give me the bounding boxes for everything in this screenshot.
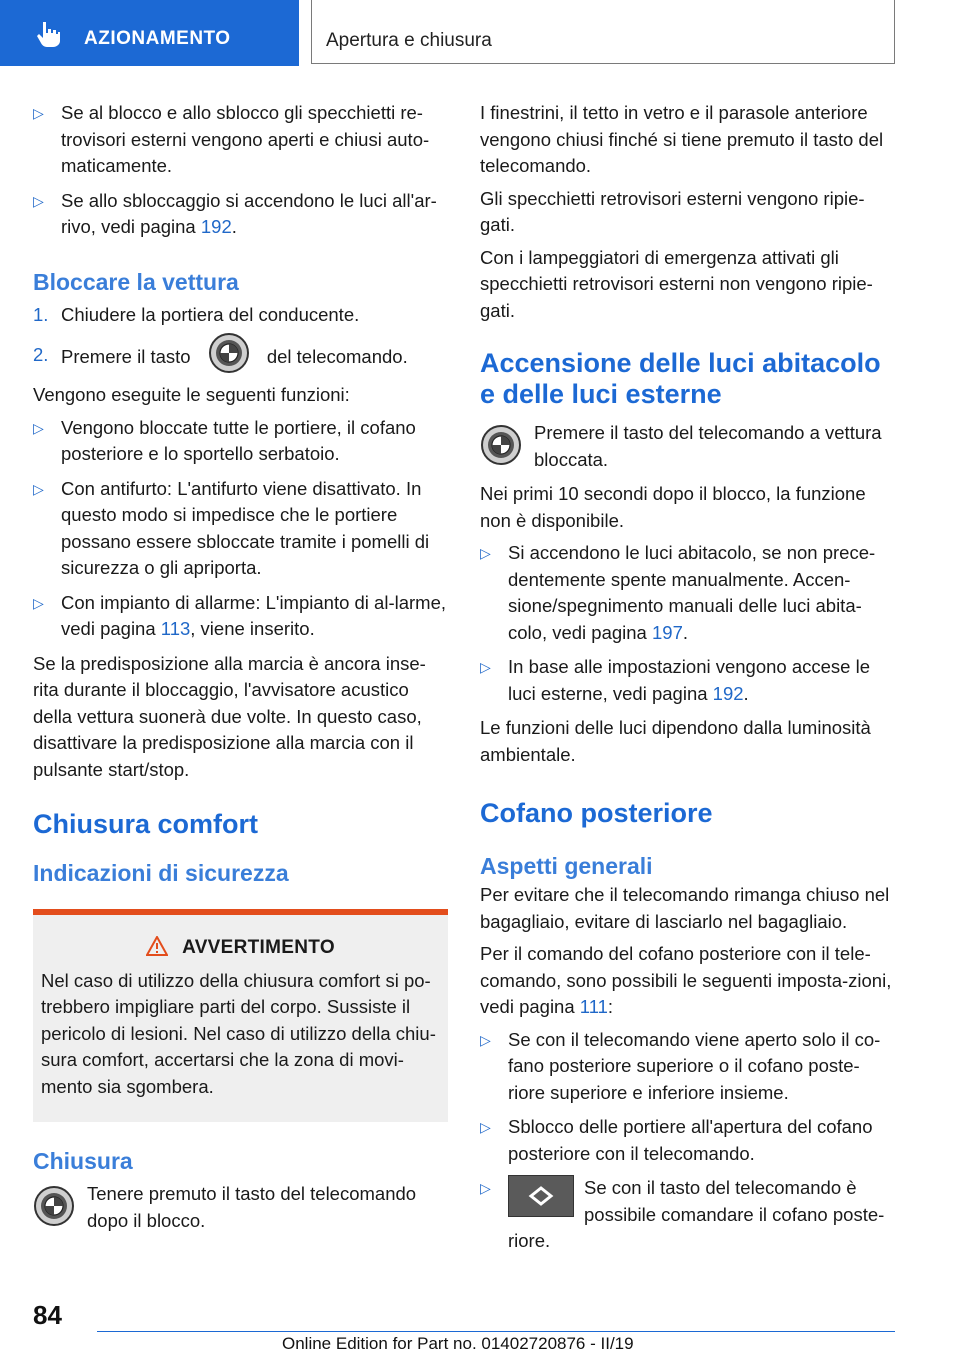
bmw-lock-key-icon [480,424,522,466]
triangle-bullet-icon: ▷ [33,192,44,209]
heading-lights: Accensione delle luci abitacolo e delle luci esterne [480,348,881,409]
list-item: ▷ Se al blocco e allo sblocco gli specchietti re-trovisori esterni vengono aperti e chiusi auto-maticamente. [33,102,430,176]
paragraph: Per il comando del cofano posteriore con il tele-comando, sono possibili le seguenti imposta-zioni, vedi pagina 111: [480,943,892,1017]
paragraph: Per evitare che il telecomando rimanga chiuso nel bagagliaio, evitare di lasciarlo nel bagagliaio. [480,884,890,932]
list-item: ▷ Se allo sbloccaggio si accendono le luci all'ar-rivo, vedi pagina 192. [33,189,437,237]
functions-intro: Vengono eseguite le seguenti funzioni: [33,384,350,405]
page-link[interactable]: 192 [712,682,744,704]
heading-lock-vehicle: Bloccare la vettura [33,268,239,295]
list-item: ▷ In base alle impostazioni vengono accese le luci esterne, vedi pagina 192. [480,656,871,704]
list-item: ▷ Con impianto di allarme: L'impianto di al-larme, vedi pagina 113, viene inserito. [33,591,447,639]
paragraph: Gli specchietti retrovisori esterni vengono ripie-gati. [480,187,865,235]
closing-instruction: Tenere premuto il tasto del telecomando dopo il blocco. [33,1181,448,1234]
warning-title: AVVERTIMENTO [182,937,335,958]
triangle-bullet-icon: ▷ [33,480,44,497]
footer-divider [97,1331,895,1332]
heading-comfort-closing: Chiusura comfort [33,809,259,839]
paragraph: Se la predisposizione alla marcia è ancora inse-rita durante il bloccaggio, l'avvisatore acustico della vettura suonerà due volte. In questo caso, disattivare la predisposizione alla marcia con il pulsante start/stop. [33,652,426,780]
lights-instruction: Premere il tasto del telecomando a vettura bloccata. [480,420,892,473]
chapter-title: Apertura e chiusura [326,30,492,51]
triangle-bullet-icon: ▷ [33,105,44,121]
warning-box [33,909,448,1122]
section-title: AZIONAMENTO [84,28,231,49]
list-item: ▷ Vengono bloccate tutte le portiere, il cofano posteriore e lo sportello serbatoio. [33,416,416,464]
triangle-bullet-icon: ▷ [480,1031,491,1048]
paragraph: Nei primi 10 secondi dopo il blocco, la funzione non è disponibile. [480,483,866,531]
paragraph: Le funzioni delle luci dipendono dalla luminosità ambientale. [480,717,871,765]
list-item: ▷ Si accendono le luci abitacolo, se non prece-dentemente spente manualmente. Accen-sione/spegnimento manuali delle luci abita-colo, vedi pagina 197. [480,542,876,643]
list-item: ▷ Se con il telecomando viene aperto solo il co-fano posteriore superiore o il cofano poste-riore superiore e inferiore insieme. [480,1028,881,1103]
chapter-tab [311,0,895,64]
list-item: ▷ Con antifurto: L'antifurto viene disattivato. In questo modo si impedisce che le portiere possano essere sbloccate tramite i pomelli di sicurezza o gli apriporta. [33,477,430,578]
list-item: ▷ Sblocco delle portiere all'apertura del cofano posteriore con il telecomando. [480,1116,873,1164]
bmw-lock-key-icon [208,332,250,374]
edition-info: Online Edition for Part no. 01402720876 - II/19 [282,1334,634,1353]
tailgate-button-icon [508,1175,574,1217]
list-item: ▷ Se con il tasto del telecomando è possibile comandare il cofano poste-riore. [480,1177,885,1251]
paragraph: Con i lampeggiatori di emergenza attivati gli specchietti retrovisori esterni non vengono ripie-gati. [480,246,873,321]
triangle-bullet-icon: ▷ [480,1180,491,1196]
bmw-lock-key-icon [33,1185,75,1227]
step-item: 2. Premere il tasto del telecomando. [33,342,448,374]
page-link[interactable]: 111 [579,996,608,1017]
warning-text: Nel caso di utilizzo della chiusura comfort si po-trebbero impigliare parti del corpo. Sussiste il pericolo di lesioni. Nel caso di utilizzo della chiu-sura comfort, accertarsi che la zona di movi-mento sia sgombera. [41,969,436,1097]
page-link[interactable]: 197 [652,621,683,643]
triangle-bullet-icon: ▷ [480,1119,491,1135]
paragraph: I finestrini, il tetto in vetro e il parasole anteriore vengono chiusi finché si tiene premuto il tasto del telecomando. [480,102,884,176]
page-header [0,0,960,66]
left-column [33,100,448,1234]
page-link[interactable]: 113 [160,618,191,639]
triangle-bullet-icon: ▷ [33,594,44,611]
heading-closing: Chiusura [33,1148,133,1174]
hand-pointer-icon [34,20,62,48]
heading-general: Aspetti generali [480,853,653,879]
page-number: 84 [33,1300,62,1330]
triangle-bullet-icon: ▷ [33,419,44,436]
step-item: 1. Chiudere la portiera del conducente. [33,303,360,325]
heading-safety: Indicazioni di sicurezza [33,860,289,886]
triangle-bullet-icon: ▷ [480,659,491,675]
right-column [480,100,892,1263]
page-link[interactable]: 192 [200,216,232,237]
warning-triangle-icon [146,936,168,956]
triangle-bullet-icon: ▷ [480,545,491,561]
heading-tailgate: Cofano posteriore [480,798,713,828]
section-tab [0,0,299,66]
